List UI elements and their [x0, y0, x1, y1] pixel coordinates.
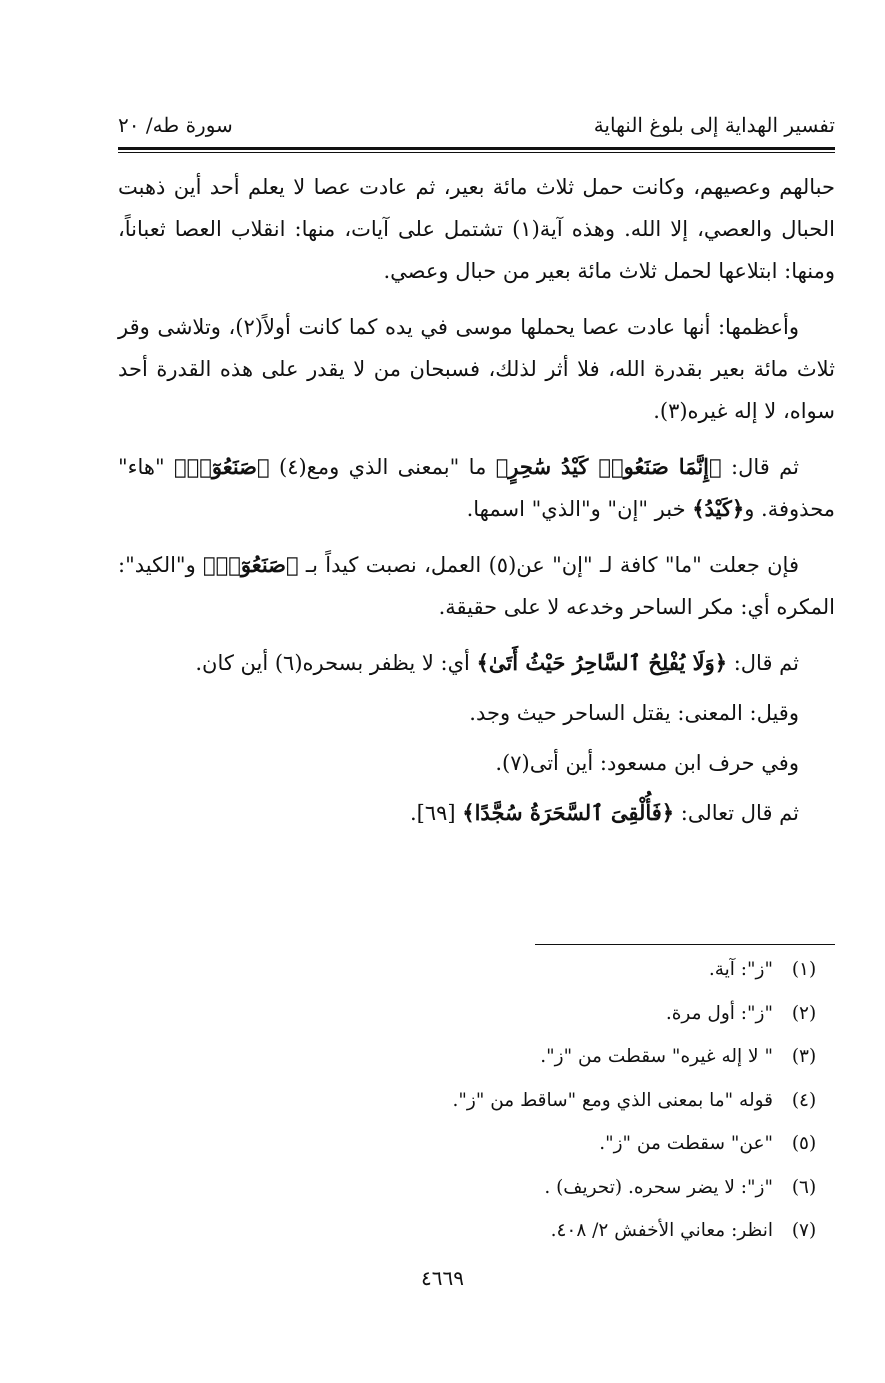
footnote-text: قوله "ما بمعنى الذي ومع "ساقط من "ز". [452, 1089, 773, 1111]
paragraph-5 [118, 642, 835, 684]
footnote-number: (٢) [791, 1002, 817, 1024]
text-run: أي: لا يظفر بسحره(٦) أين كان. [195, 651, 477, 675]
header-rule-thin [118, 152, 835, 153]
footnote-3 [118, 1035, 835, 1079]
footnote-5 [118, 1122, 835, 1166]
footnote-text: " لا إله غيره" سقطت من "ز". [540, 1046, 773, 1067]
surah-label: سورة طه/ ٢٠ [118, 113, 233, 137]
header-rule [118, 147, 835, 150]
page-number: ٤٦٦٩ [421, 1266, 464, 1290]
quran-quote: ﴿فَأُلْقِىَ ٱلسَّحَرَةُ سُجَّدًا﴾ [462, 800, 675, 825]
footnote-number: (٧) [791, 1220, 817, 1241]
footnote-6 [118, 1166, 835, 1210]
text-run: ثم قال: [721, 455, 799, 479]
paragraph-1: حبالهم وعصيهم، وكانت حمل ثلاث مائة بعير، ثم عادت عصا لا يعلم أحد أين ذهبت الحبال والعصي، إلا الله. وهذه آية(١) تشتمل على آيات، منها: انقلاب العصا ثعباناً، ومنها: ابتلاعها لحمل ثلاث مائة بعير من حبال وعصي. [118, 175, 835, 283]
text-run: ثم قال: [727, 651, 799, 675]
footnote-number: (٣) [791, 1046, 817, 1067]
paragraph-6: وقيل: المعنى: يقتل الساحر حيث وجد. [469, 701, 799, 725]
text-run: و"الكيد": المكره أي: مكر الساحر وخدعه لا على حقيقة. [118, 553, 835, 619]
footnote-number: (٤) [791, 1089, 817, 1111]
footnote-1 [118, 948, 835, 992]
text-run: ما "بمعنى الذي ومع(٤) [269, 455, 496, 479]
book-title: تفسير الهداية إلى بلوغ النهاية [593, 113, 835, 137]
footnote-text: "ز": آية. [708, 959, 773, 980]
footnote-number: (٦) [791, 1176, 817, 1198]
footnote-text: انظر: معاني الأخفش ٢/ ٤٠٨. [550, 1220, 773, 1241]
footnotes [118, 948, 835, 1253]
footnote-number: (٥) [791, 1133, 817, 1154]
paragraph-8 [118, 792, 835, 834]
quran-quote: ﴿صَنَعُوٓا۟﴾ [174, 454, 270, 479]
text-run: ثم قال تعالى: [674, 801, 799, 825]
paragraph-2: وأعظمها: أنها عادت عصا يحملها موسى في يده كما كانت أولاً(٢)، وتلاشى وقر ثلاث مائة بعير بقدرة الله، فلا أثر لذلك، فسبحان من لا يقدر على هذه القدرة أحد سواه، لا إله غيره(٣). [118, 315, 835, 423]
footnote-text: "ز": لا يضر سحره. (تحريف) . [544, 1176, 773, 1198]
text-run: خبر "إن" و"الذي" اسمها. [466, 497, 693, 521]
footnote-2 [118, 992, 835, 1036]
quran-quote: ﴿كَيْدُ﴾ [692, 496, 745, 521]
paragraph-4 [118, 544, 835, 628]
footnote-text: "ز": أول مرة. [665, 1002, 773, 1024]
text-run: فإن جعلت "ما" كافة لـ "إن" عن(٥) العمل، نصبت كيداً بـ [298, 553, 799, 577]
paragraph-7: وفي حرف ابن مسعود: أين أتى(٧). [495, 751, 799, 775]
paragraph-3 [118, 446, 835, 530]
footnote-number: (١) [791, 959, 817, 980]
footnote-separator [535, 944, 835, 945]
text-run: [٦٩]. [409, 801, 463, 825]
quran-quote: ﴿إِنَّمَا صَنَعُوا۟ كَيْدُ سَٰحِرٍ﴾ [495, 454, 722, 479]
quran-quote: ﴿صَنَعُوٓا۟﴾ [203, 552, 299, 577]
quran-quote: ﴿وَلَا يُفْلِحُ ٱلسَّاحِرُ حَيْثُ أَتَىٰ﴾ [476, 650, 728, 675]
running-header [118, 108, 835, 142]
footnote-4 [118, 1079, 835, 1123]
footnote-7 [118, 1209, 835, 1253]
main-text [118, 166, 835, 842]
footnote-text: "عن" سقطت من "ز". [599, 1133, 773, 1154]
text-run: "هاء" محذوفة. و [118, 455, 835, 521]
